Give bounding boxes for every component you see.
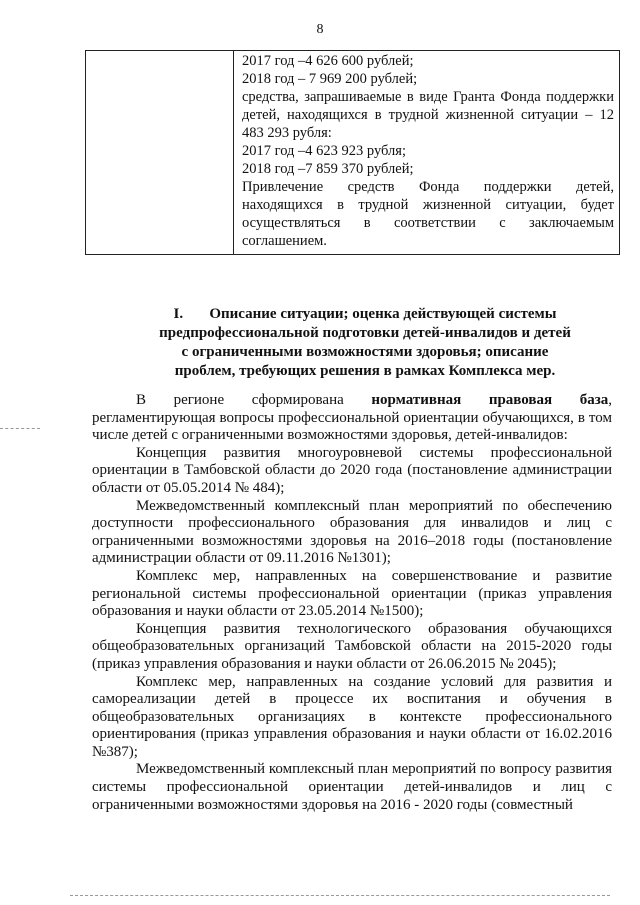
document-paragraph: Концепция развития технологического образования обучающихся общеобразовательных организаций Тамбовской области на 2015-2020 годы (приказ управления образования и науки области от 26.06.2015 № 2045); [92, 620, 612, 672]
section-heading-line-3: с ограниченными возможностями здоровья; описание [181, 344, 549, 360]
section-heading-line-2: предпрофессиональной подготовки детей-инвалидов и детей [159, 325, 571, 341]
funding-line-2017: 2017 год –4 626 600 рублей; [242, 53, 414, 69]
table-content-cell [234, 51, 620, 255]
grant-line-2018: 2018 год –7 859 370 рублей; [242, 161, 414, 177]
body-text [92, 392, 612, 814]
page-number: 8 [316, 22, 324, 37]
funding-line-2018: 2018 год – 7 969 200 рублей; [242, 71, 418, 87]
document-paragraph: Межведомственный комплексный план мероприятий по обеспечению доступности профессионального образования для инвалидов и лиц с ограниченными возможностями здоровья на 2016–2018 годы (постановление администрации области от 09.11.2016 №1301); [92, 497, 612, 567]
document-paragraph: Комплекс мер, направленных на создание условий для развития и самореализации детей в процессе их воспитания и обучения в общеобразовательных организациях в контексте профессионального ориентирования (приказ управления образования и науки области от 16.02.2016 №387); [92, 673, 612, 760]
table-empty-cell [86, 51, 234, 255]
section-heading-line [135, 305, 595, 324]
scan-artifact-line [0, 428, 40, 429]
table-row [86, 51, 620, 255]
section-heading [135, 305, 595, 381]
section-heading-line-4: проблем, требующих решения в рамках Комплекса мер. [174, 363, 556, 379]
section-heading-line-1: Описание ситуации; оценка действующей системы [209, 306, 557, 322]
intro-bold-term: нормативная правовая база [371, 392, 609, 408]
scan-artifact-line [70, 895, 610, 896]
document-paragraph: Концепция развития многоуровневой системы профессиональной ориентации в Тамбовской области до 2020 года (постановление администрации области от 05.05.2014 № 484); [92, 444, 612, 496]
grant-funding-text: средства, запрашиваемые в виде Гранта Фонда поддержки детей, находящихся в трудной жизненной ситуации – 12 483 293 рубля: [242, 89, 614, 141]
fund-attraction-text: Привлечение средств Фонда поддержки детей, находящихся в трудной жизненной ситуации, будет осуществляться в соответствии с заключаемым соглашением. [242, 179, 614, 249]
document-paragraph: Межведомственный комплексный план мероприятий по вопросу развития системы профессиональной ориентации детей-инвалидов и лиц с ограниченными возможностями здоровья на 2016 - 2020 годы (совместный [92, 761, 612, 813]
intro-paragraph [92, 392, 612, 445]
funding-table [85, 50, 620, 255]
intro-text-end: , регламентирующая вопросы профессиональной ориентации обучающихся, в том числе детей с ограниченными возможностями здоровья, детей-инвалидов: [92, 392, 613, 444]
document-paragraph: Комплекс мер, направленных на совершенствование и развитие региональной системы профессиональной ориентации (приказ управления образования и науки области от 23.05.2014 №1500); [92, 567, 612, 620]
section-number: I. [173, 306, 184, 322]
intro-text-start: В регионе сформирована [136, 392, 372, 408]
grant-line-2017: 2017 год –4 623 923 рубля; [242, 143, 406, 159]
